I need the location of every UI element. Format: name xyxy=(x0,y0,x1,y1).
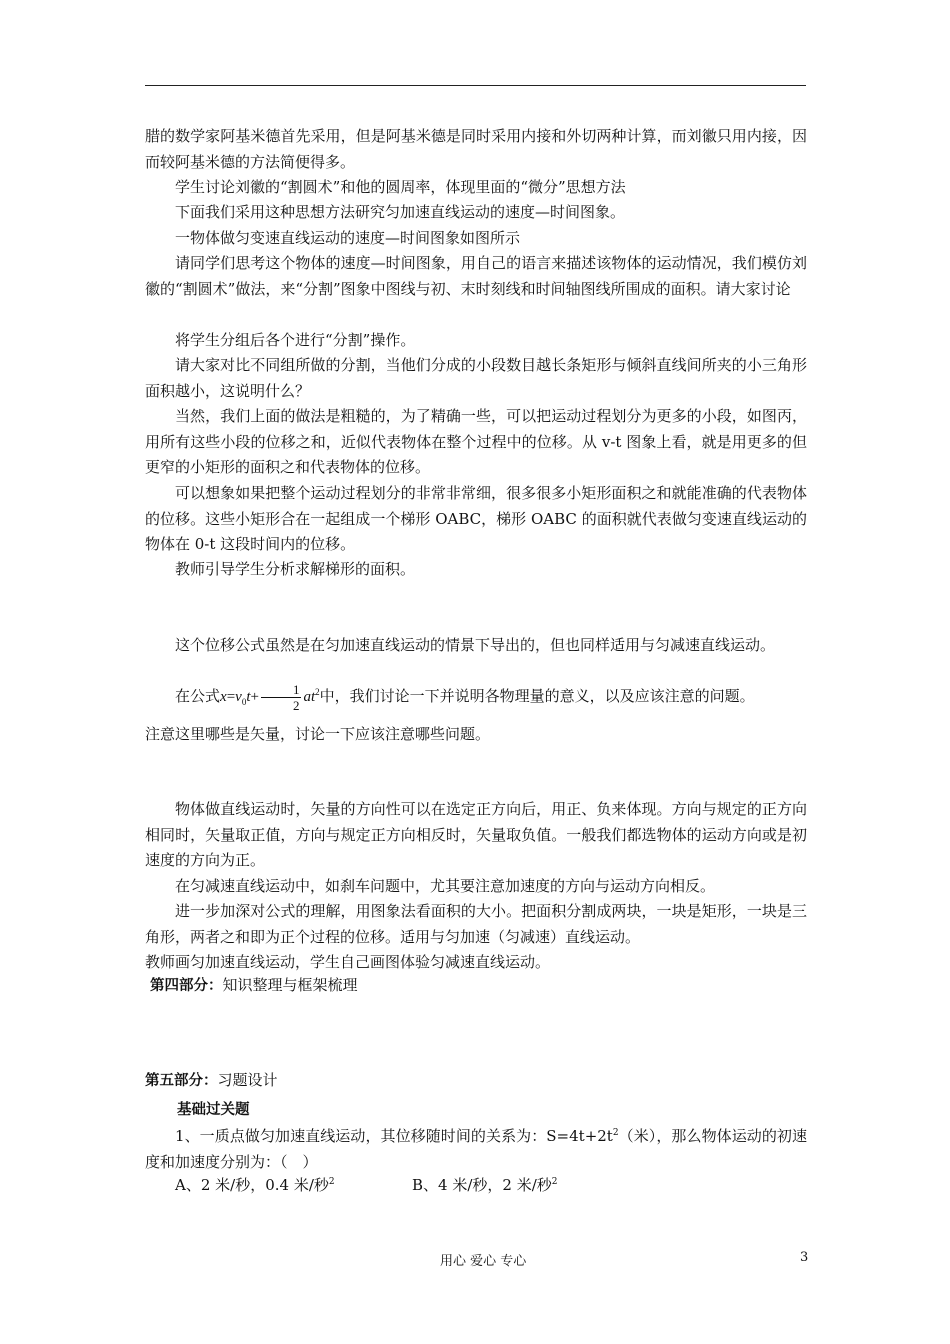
question-1 xyxy=(145,1121,807,1175)
paragraph: 将学生分组后各个进行“分割”操作。 xyxy=(175,331,416,349)
section-label: 第五部分： xyxy=(145,1073,218,1089)
section-part5 xyxy=(145,1068,807,1095)
option-b: B、4 米/秒，2 米/秒$^2$ xyxy=(412,1176,558,1194)
paragraph: 在匀减速直线运动中，如刹车问题中，尤其要注意加速度的方向与运动方向相反。 xyxy=(175,877,716,895)
formula-paragraph xyxy=(145,680,807,716)
section-part4 xyxy=(150,973,812,1000)
footer-text: 用心 爱心 专心 xyxy=(440,1254,527,1269)
paragraph: 物体做直线运动时，矢量的方向性可以在选定正方向后，用正、负来体现。方向与规定的正方向相同时，矢量取正值，方向与规定正方向相反时，矢量取负值。一般我们都选物体的运动方向或是初速度的方向为正。 xyxy=(145,800,807,869)
subsection-basic xyxy=(177,1097,839,1124)
superscript: 2 xyxy=(612,1128,619,1138)
section-title: 知识整理与框架梳理 xyxy=(222,976,358,994)
paragraph: 教师引导学生分析求解梯形的面积。 xyxy=(175,560,416,578)
paragraph: 可以想象如果把整个运动过程划分的非常非常细，很多很多小矩形面积之和就能准确的代表物体的位移。这些小矩形合在一起组成一个梯形 OABC，梯形 OABC 的面积就代表做匀变速直线运动的物体在 0-t 这段时间内的位移。 xyxy=(145,484,807,553)
paragraph: 一物体做匀变速直线运动的速度—时间图象如图所示 xyxy=(175,229,521,247)
option-a: A、2 米/秒，0.4 米/秒$^2$ xyxy=(175,1176,335,1194)
paragraph: 进一步加深对公式的理解，用图象法看面积的大小。把面积分割成两块，一块是矩形，一块是三角形，两者之和即为正个过程的位移。适用与匀加速（匀减速）直线运动。 xyxy=(145,902,807,946)
paragraph: 教师画匀加速直线运动，学生自己画图体验匀减速直线运动。 xyxy=(145,953,551,971)
header-rule xyxy=(145,85,806,86)
paragraph: 注意这里哪些是矢量，讨论一下应该注意哪些问题。 xyxy=(145,725,491,743)
paragraph: 学生讨论刘徽的“割圆术”和他的圆周率，体现里面的“微分”思想方法 xyxy=(175,178,626,196)
formula-trail-text: 中，我们讨论一下并说明各物理量的意义，以及应该注意的问题。 xyxy=(319,687,755,705)
paragraph: 这个位移公式虽然是在匀加速直线运动的情景下导出的，但也同样适用与匀减速直线运动。 xyxy=(175,636,776,654)
displacement-formula: $x=v_0t+$ $\frac{1}{2}$ $at^2$ xyxy=(220,682,320,714)
page-number: 3 xyxy=(800,1250,809,1265)
question-text: 1、一质点做匀加速直线运动，其位移随时间的关系为：S=4t+2t xyxy=(175,1127,613,1145)
question-1-options xyxy=(175,1170,558,1198)
paragraph: 请同学们思考这个物体的速度—时间图象，用自己的语言来描述该物体的运动情况，我们模仿刘徽的“割圆术”做法，来“分割”图象中图线与初、末时刻线和时间轴图线所围成的面积。请大家讨论 xyxy=(145,254,807,298)
paragraph: 请大家对比不同组所做的分割，当他们分成的小段数目越长条矩形与倾斜直线间所夹的小三角形面积越小，这说明什么？ xyxy=(145,356,807,400)
paragraph: 下面我们采用这种思想方法研究匀加速直线运动的速度—时间图象。 xyxy=(175,203,626,221)
formula-lead-text: 在公式 xyxy=(175,687,221,705)
question-text: （米），那么物体运动的初速度和加速度分别为：（ ） xyxy=(145,1127,807,1171)
subsection-label: 基础过关题 xyxy=(177,1102,250,1118)
fraction: $\frac{1}{2}$ xyxy=(261,682,302,713)
paragraph: 腊的数学家阿基米德首先采用，但是阿基米德是同时采用内接和外切两种计算，而刘徽只用内接，因而较阿基米德的方法简便得多。 xyxy=(145,127,807,171)
section-title: 习题设计 xyxy=(217,1071,278,1089)
paragraph: 当然，我们上面的做法是粗糙的，为了精确一些，可以把运动过程划分为更多的小段，如图丙，用所有这些小段的位移之和，近似代表物体在整个过程中的位移。从 v-t 图象上看，就是用更多的但更窄的小矩形的面积之和代表物体的位移。 xyxy=(145,407,807,476)
section-label: 第四部分： xyxy=(150,978,223,994)
